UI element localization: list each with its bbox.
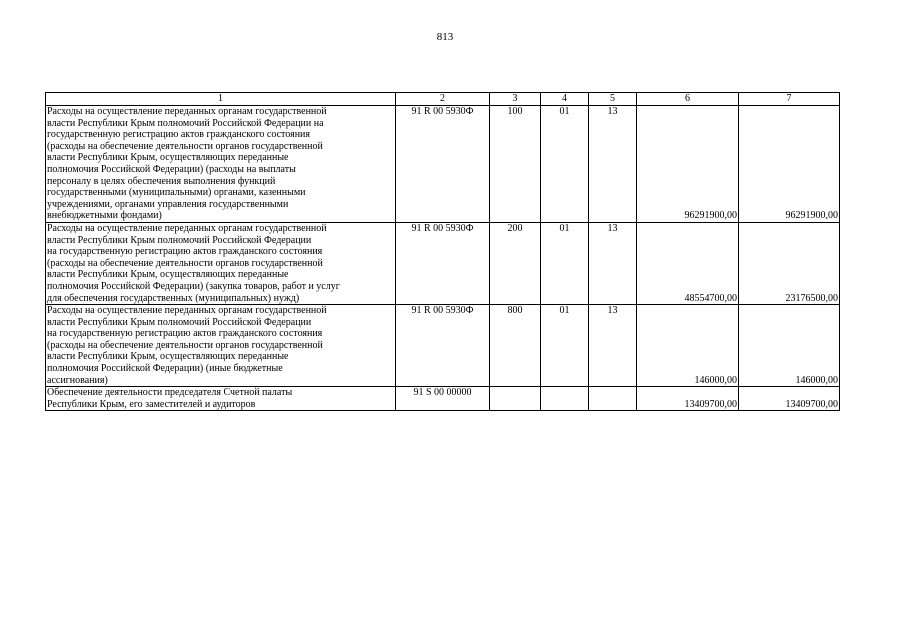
description-line: власти Республики Крым, осуществляющих переданные [47, 269, 289, 281]
description-line: полномочия Российской Федерации) (иные бюджетные [47, 363, 283, 375]
table-row [46, 305, 840, 387]
amount-year-1: 96291900,00 [637, 106, 739, 223]
description-line: (расходы на обеспечение деятельности органов государственной [47, 257, 323, 269]
description-line: Расходы на осуществление переданных органам государственной [47, 106, 327, 117]
budget-table [45, 92, 840, 411]
description-line: (расходы на обеспечение деятельности органов государственной [47, 140, 323, 152]
target-article-code: 91 R 00 5930Ф [396, 106, 490, 223]
description-line: власти Республики Крым полномочий Российской Федерации на [47, 117, 324, 129]
amount-year-2: 13409700,00 [739, 387, 840, 411]
subsection-code: 13 [589, 305, 637, 387]
description-line: Обеспечение деятельности председателя Счетной палаты [47, 387, 293, 399]
description-line: государственную регистрацию актов гражданского состояния [47, 129, 310, 141]
column-number-row [46, 93, 840, 106]
row-description [46, 387, 396, 411]
page-number: 813 [436, 31, 454, 43]
target-article-code: 91 S 00 00000 [396, 387, 490, 411]
description-line: внебюджетными фондами) [47, 210, 162, 222]
amount-year-2: 23176500,00 [739, 222, 840, 304]
section-code [541, 387, 589, 411]
column-header: 4 [541, 93, 589, 106]
amount-year-1: 146000,00 [637, 305, 739, 387]
amount-year-1: 13409700,00 [637, 387, 739, 411]
description-line: государственными (муниципальными) органами, казенными [47, 187, 306, 199]
description-line: власти Республики Крым полномочий Российской Федерации [47, 234, 312, 246]
column-header: 1 [46, 93, 396, 106]
row-description [46, 222, 396, 304]
table-row [46, 222, 840, 304]
description-line: для обеспечения государственных (муниципальных) нужд) [47, 292, 300, 304]
description-line: персоналу в целях обеспечения выполнения функций [47, 175, 276, 187]
table-row [46, 387, 840, 411]
column-header: 6 [637, 93, 739, 106]
description-line: Расходы на осуществление переданных органам государственной [47, 222, 327, 234]
expense-type-code: 100 [490, 106, 541, 223]
section-code: 01 [541, 222, 589, 304]
row-description [46, 305, 396, 387]
description-line: власти Республики Крым, осуществляющих переданные [47, 351, 289, 363]
subsection-code: 13 [589, 222, 637, 304]
expense-type-code: 800 [490, 305, 541, 387]
subsection-code [589, 387, 637, 411]
column-header: 5 [589, 93, 637, 106]
description-line: полномочия Российской Федерации) (закупка товаров, работ и услуг [47, 280, 340, 292]
column-header: 2 [396, 93, 490, 106]
description-line: (расходы на обеспечение деятельности органов государственной [47, 339, 323, 351]
amount-year-2: 146000,00 [739, 305, 840, 387]
description-line: власти Республики Крым полномочий Российской Федерации [47, 316, 312, 328]
description-line: ассигнования) [47, 374, 108, 386]
expense-type-code: 200 [490, 222, 541, 304]
expense-type-code [490, 387, 541, 411]
section-code: 01 [541, 106, 589, 223]
description-line: на государственную регистрацию актов гражданского состояния [47, 246, 323, 258]
section-code: 01 [541, 305, 589, 387]
column-header: 7 [739, 93, 840, 106]
subsection-code: 13 [589, 106, 637, 223]
row-description [46, 106, 396, 223]
description-line: власти Республики Крым, осуществляющих переданные [47, 152, 289, 164]
amount-year-2: 96291900,00 [739, 106, 840, 223]
description-line: Расходы на осуществление переданных органам государственной [47, 305, 327, 317]
target-article-code: 91 R 00 5930Ф [396, 222, 490, 304]
amount-year-1: 48554700,00 [637, 222, 739, 304]
description-line: Республики Крым, его заместителей и аудиторов [47, 398, 256, 410]
description-line: полномочия Российской Федерации) (расходы на выплаты [47, 163, 296, 175]
description-line: на государственную регистрацию актов гражданского состояния [47, 328, 323, 340]
column-header: 3 [490, 93, 541, 106]
table-row [46, 106, 840, 223]
target-article-code: 91 R 00 5930Ф [396, 305, 490, 387]
description-line: учреждениями, органами управления государственными [47, 198, 289, 210]
